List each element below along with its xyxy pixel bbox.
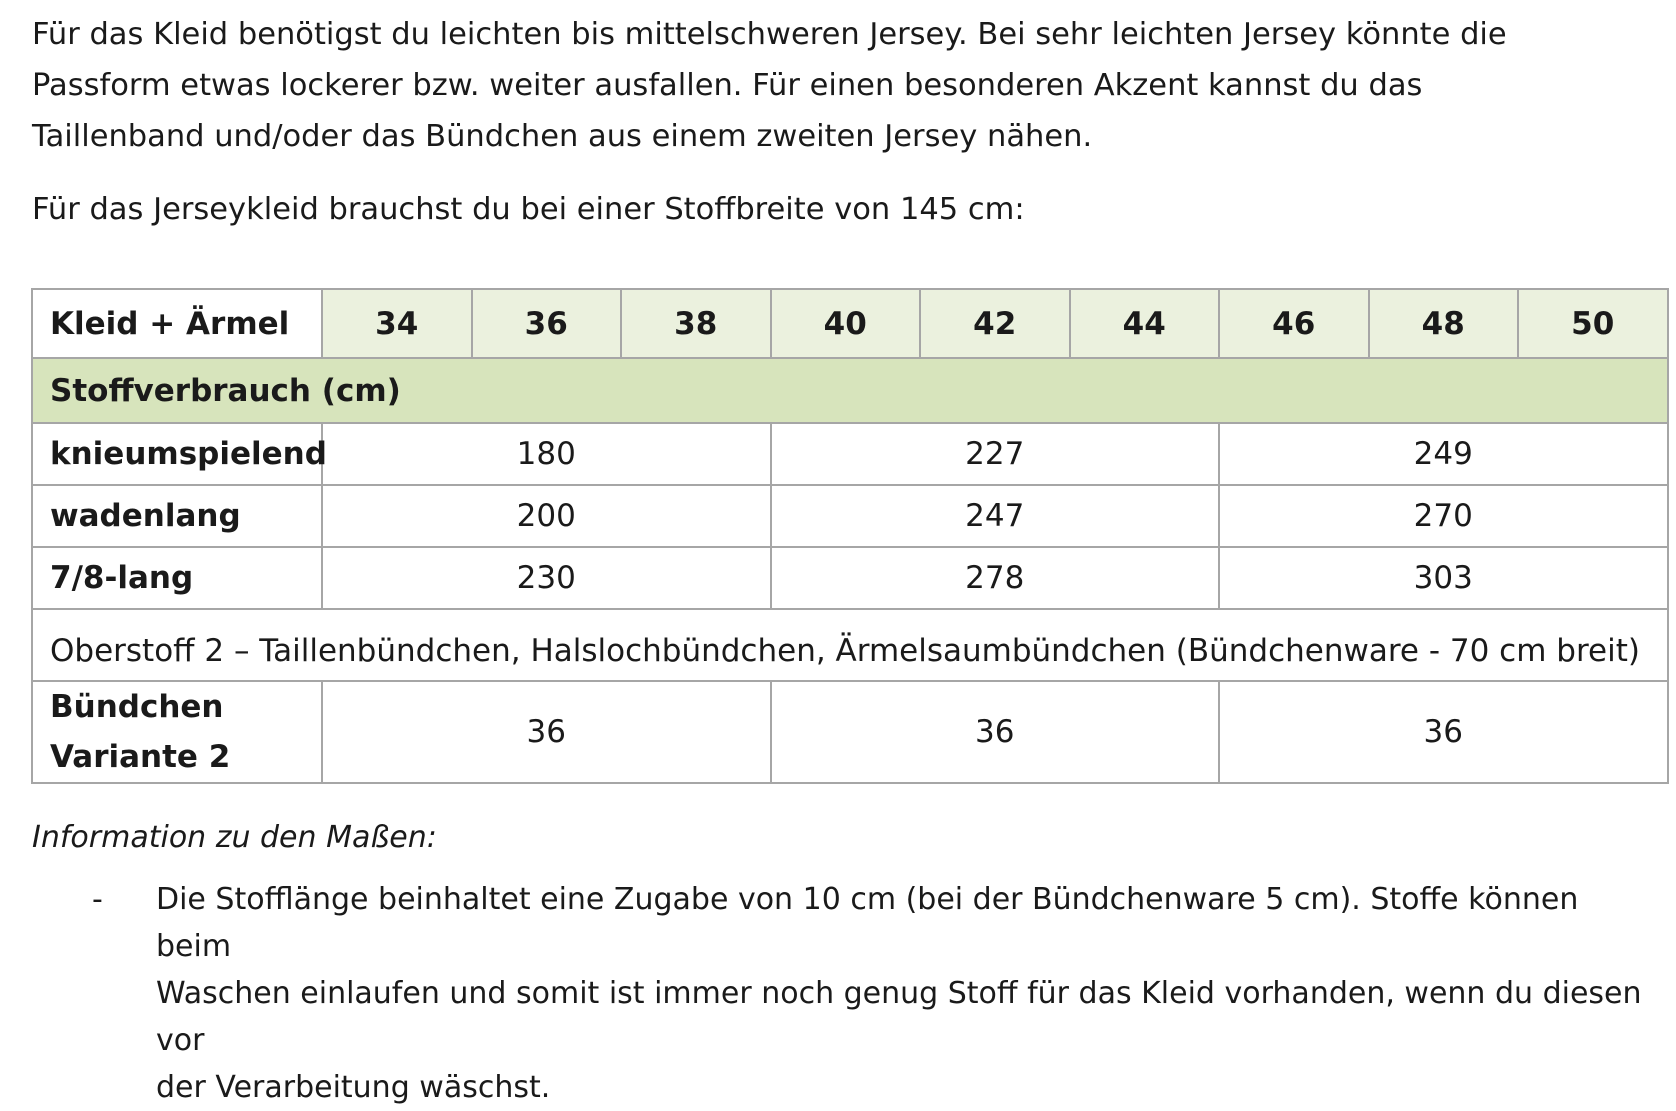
value-cell: 249	[1219, 423, 1668, 485]
table-row	[32, 681, 1668, 783]
size-cell: 40	[771, 289, 921, 358]
section-title: Stoffverbrauch (cm)	[32, 358, 1668, 423]
list-item-line: Waschen einlaufen und somit ist immer noch genug Stoff für das Kleid vorhanden, wenn du diesen vor	[156, 976, 1642, 1058]
size-header-row	[32, 289, 1668, 358]
section-row	[32, 358, 1668, 423]
value-cell: 180	[322, 423, 771, 485]
intro-paragraph	[32, 9, 1632, 162]
intro-line-1: Für das Kleid benötigst du leichten bis mittelschweren Jersey. Bei sehr leichten Jersey könnte die	[32, 17, 1507, 52]
table-row	[32, 485, 1668, 547]
bullet-dash: -	[92, 882, 103, 917]
list-item-text	[156, 876, 1656, 1111]
size-cell: 38	[621, 289, 771, 358]
table-row	[32, 423, 1668, 485]
value-cell: 227	[771, 423, 1220, 485]
list-item-line: Die Stofflänge beinhaltet eine Zugabe von 10 cm (bei der Bündchenware 5 cm). Stoffe können beim	[156, 882, 1579, 964]
row-label: knieumspielend	[32, 423, 322, 485]
info-heading: Information zu den Maßen:	[32, 820, 437, 855]
size-cell: 50	[1518, 289, 1668, 358]
intro-line-2: Passform etwas lockerer bzw. weiter ausfallen. Für einen besonderen Akzent kannst du das	[32, 68, 1423, 103]
header-label: Kleid + Ärmel	[32, 289, 322, 358]
size-cell: 36	[472, 289, 622, 358]
value-cell: 278	[771, 547, 1220, 609]
row-label-line: Variante 2	[50, 739, 231, 775]
size-cell: 44	[1070, 289, 1220, 358]
size-cell: 46	[1219, 289, 1369, 358]
value-cell: 303	[1219, 547, 1668, 609]
row-label: wadenlang	[32, 485, 322, 547]
value-cell: 230	[322, 547, 771, 609]
table-row	[32, 547, 1668, 609]
value-cell: 200	[322, 485, 771, 547]
row-label: 7/8-lang	[32, 547, 322, 609]
value-cell: 36	[771, 681, 1220, 783]
size-cell: 42	[920, 289, 1070, 358]
size-cell: 34	[322, 289, 472, 358]
row-label	[32, 681, 322, 783]
value-cell: 270	[1219, 485, 1668, 547]
note-text: Oberstoff 2 – Taillenbündchen, Halslochbündchen, Ärmelsaumbündchen (Bündchenware - 70 cm breit)	[50, 633, 1640, 669]
row-label-line: Bündchen	[50, 689, 224, 725]
note-cell	[32, 609, 1668, 681]
value-cell: 36	[322, 681, 771, 783]
list-item-line: der Verarbeitung wäschst.	[156, 1070, 551, 1105]
fabric-requirements-table	[31, 288, 1669, 784]
intro-line-3: Taillenband und/oder das Bündchen aus einem zweiten Jersey nähen.	[32, 119, 1093, 154]
note-row	[32, 609, 1668, 681]
fabric-width-paragraph: Für das Jerseykleid brauchst du bei einer Stoffbreite von 145 cm:	[32, 192, 1025, 227]
value-cell: 247	[771, 485, 1220, 547]
value-cell: 36	[1219, 681, 1668, 783]
size-cell: 48	[1369, 289, 1519, 358]
